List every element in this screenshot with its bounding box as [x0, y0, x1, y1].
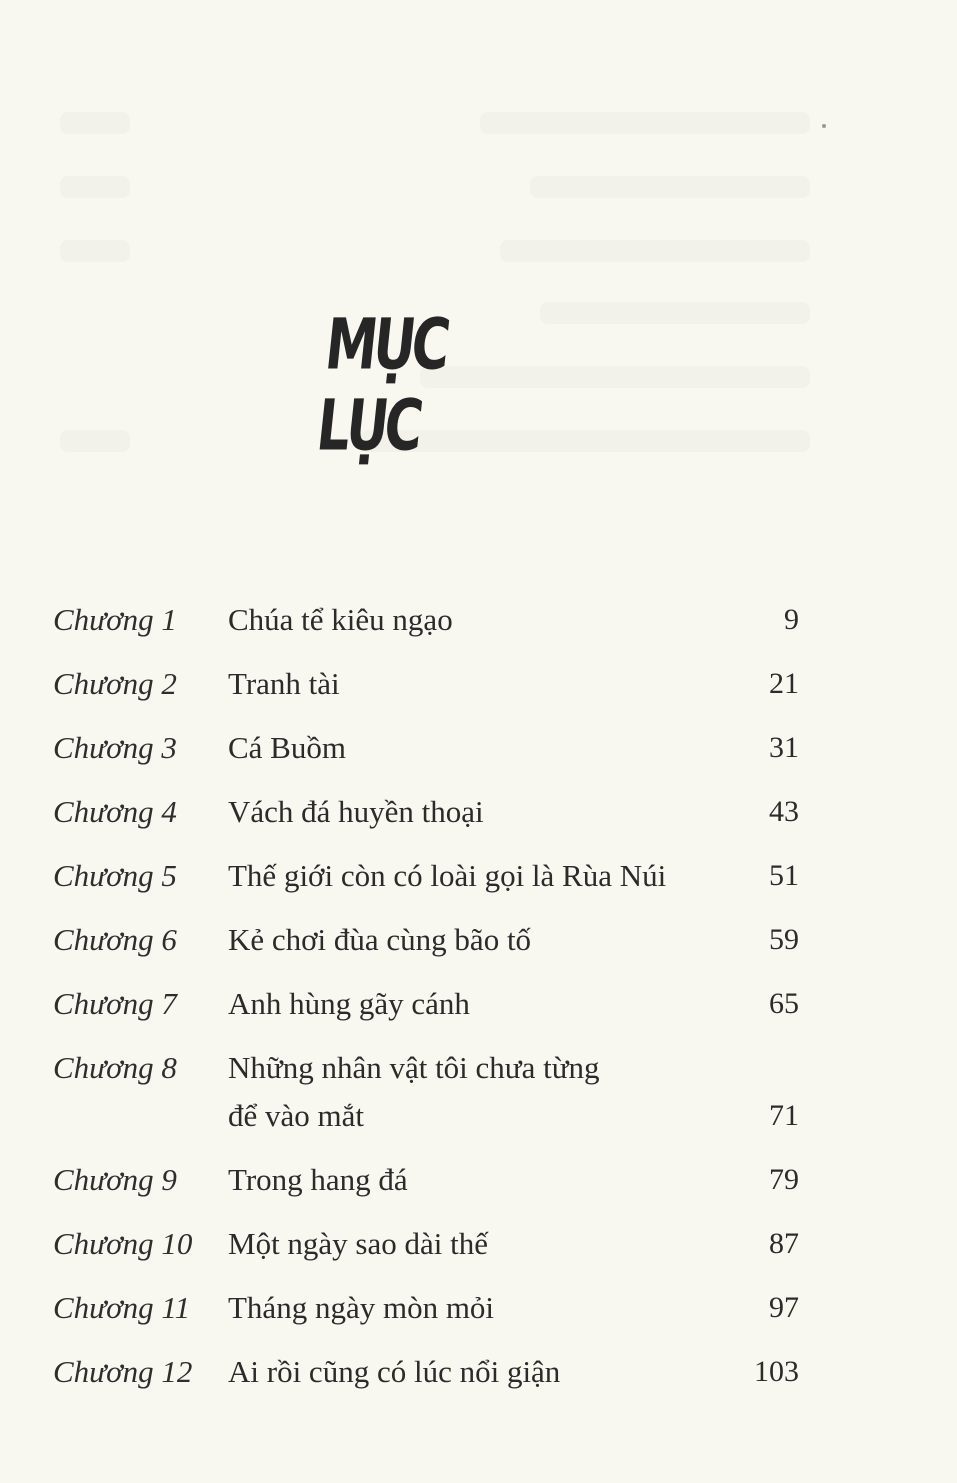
- toc-row-12[interactable]: [0, 1352, 957, 1400]
- chapter-label: Chương 9: [53, 1162, 177, 1197]
- toc-row-5[interactable]: [0, 856, 957, 904]
- chapter-page-number: 43: [769, 795, 799, 828]
- chapter-label: Chương 3: [53, 730, 177, 765]
- paper-speck: [822, 124, 826, 128]
- toc-row-7[interactable]: [0, 984, 957, 1032]
- chapter-title: Vách đá huyền thoại: [228, 794, 484, 829]
- toc-row-11[interactable]: [0, 1288, 957, 1336]
- chapter-page-number: 9: [784, 603, 799, 636]
- page-title: MỤC LỤC: [312, 305, 451, 467]
- chapter-label: Chương 10: [53, 1226, 193, 1261]
- chapter-title: Anh hùng gãy cánh: [228, 986, 470, 1021]
- chapter-title: Kẻ chơi đùa cùng bão tố: [228, 922, 532, 957]
- chapter-page-number: 31: [769, 731, 799, 764]
- chapter-label: Chương 5: [53, 858, 177, 893]
- chapter-label: Chương 6: [53, 922, 177, 957]
- toc-row-9[interactable]: [0, 1160, 957, 1208]
- chapter-page-number: 21: [769, 667, 799, 700]
- chapter-page-number: 71: [769, 1099, 799, 1132]
- chapter-page-number: 65: [769, 987, 799, 1020]
- chapter-title: Ai rồi cũng có lúc nổi giận: [228, 1354, 561, 1389]
- chapter-page-number: 51: [769, 859, 799, 892]
- chapter-title-continued: để vào mắt: [228, 1098, 365, 1133]
- toc-row-3[interactable]: [0, 728, 957, 776]
- chapter-title: Thế giới còn có loài gọi là Rùa Núi: [228, 858, 667, 893]
- chapter-label: Chương 1: [53, 602, 177, 637]
- chapter-page-number: 59: [769, 923, 799, 956]
- chapter-title: Những nhân vật tôi chưa từng: [228, 1050, 600, 1085]
- chapter-label: Chương 12: [53, 1354, 193, 1389]
- chapter-title: Cá Buồm: [228, 730, 346, 765]
- chapter-label: Chương 7: [53, 986, 177, 1021]
- toc-row-10[interactable]: [0, 1224, 957, 1272]
- chapter-label: Chương 2: [53, 666, 177, 701]
- chapter-label: Chương 8: [53, 1050, 177, 1085]
- chapter-label: Chương 4: [53, 794, 177, 829]
- chapter-title: Tranh tài: [228, 666, 340, 701]
- chapter-title: Tháng ngày mòn mỏi: [228, 1290, 495, 1325]
- chapter-title: Trong hang đá: [228, 1162, 408, 1197]
- chapter-page-number: 97: [769, 1291, 799, 1324]
- chapter-label: Chương 11: [53, 1290, 191, 1325]
- toc-row-1[interactable]: [0, 600, 957, 648]
- toc-row-8[interactable]: [0, 1048, 957, 1144]
- chapter-page-number: 87: [769, 1227, 799, 1260]
- toc-row-4[interactable]: [0, 792, 957, 840]
- toc-row-2[interactable]: [0, 664, 957, 712]
- toc-row-6[interactable]: [0, 920, 957, 968]
- chapter-title: Chúa tể kiêu ngạo: [228, 602, 453, 637]
- chapter-page-number: 103: [754, 1355, 799, 1388]
- chapter-title: Một ngày sao dài thế: [228, 1226, 489, 1261]
- chapter-page-number: 79: [769, 1163, 799, 1196]
